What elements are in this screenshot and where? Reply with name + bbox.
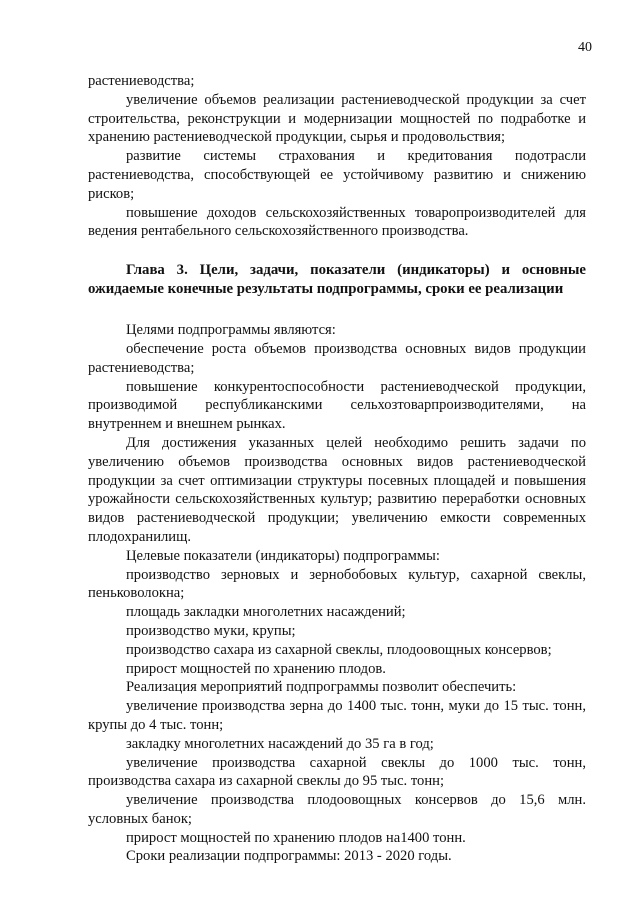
page-number: 40 (578, 40, 592, 55)
paragraph: Целями подпрограммы являются: (126, 322, 336, 339)
list-item: производство сахара из сахарной свеклы, плодоовощных консервов; (126, 641, 552, 658)
list-item: увеличение производства зерна до 1400 тыс. тонн, муки до 15 тыс. тонн, крупы до 4 тыс. тонн; (88, 698, 586, 733)
list-item: производство зерновых и зернобобовых культур, сахарной свеклы, пеньковолокна; (88, 566, 586, 602)
list-item: площадь закладки многолетних насаждений; (126, 604, 406, 621)
chapter-heading: Глава 3. Цели, задачи, показатели (индикаторы) и основные ожидаемые конечные результаты подпрограммы, сроки ее реализации (88, 262, 586, 298)
list-item: прирост мощностей по хранению плодов на1400 тонн. (126, 829, 466, 846)
paragraph: Реализация мероприятий подпрограммы позволит обеспечить: (126, 679, 517, 696)
paragraph: увеличение объемов реализации растениеводческой продукции за счет строительства, реконструкции и модернизации мощностей по подработке и хранению растениеводческой продукции, сырья и продовольствия; (88, 91, 586, 146)
list-item: производство муки, крупы; (126, 622, 296, 639)
paragraph: Для достижения указанных целей необходимо решить задачи по увеличению объемов производства основных видов растениеводческой продукции за счет оптимизации структуры посевных площадей и повышения урожайности сельскохозяйственных культур; развитию переработки основных видов растениеводческой продукции; увеличению емкости современных плодохранилищ. (88, 434, 586, 545)
paragraph: Целевые показатели (индикаторы) подпрограммы: (126, 547, 440, 564)
paragraph: обеспечение роста объемов производства основных видов продукции растениеводства; (88, 340, 586, 376)
paragraph: растениеводства; (88, 73, 195, 89)
paragraph: повышение конкурентоспособности растениеводческой продукции, производимой республиканскими сельхозтоварпроизводителями, на внутреннем и внешнем рынках. (88, 378, 586, 433)
paragraph: Сроки реализации подпрограммы: 2013 - 2020 годы. (126, 848, 452, 865)
document-body (88, 72, 586, 866)
list-item: увеличение производства плодоовощных консервов до 15,6 млн. условных банок; (88, 792, 586, 827)
list-item: закладку многолетних насаждений до 35 га в год; (126, 735, 434, 752)
paragraph: повышение доходов сельскохозяйственных товаропроизводителей для ведения рентабельного сельскохозяйственного производства. (88, 204, 586, 240)
list-item: прирост мощностей по хранению плодов. (126, 660, 386, 677)
list-item: увеличение производства сахарной свеклы до 1000 тыс. тонн, производства сахара из сахарной свеклы до 95 тыс. тонн; (88, 754, 586, 790)
paragraph: развитие системы страхования и кредитования подотрасли растениеводства, способствующей ее устойчивому развитию и снижению рисков; (88, 148, 586, 202)
